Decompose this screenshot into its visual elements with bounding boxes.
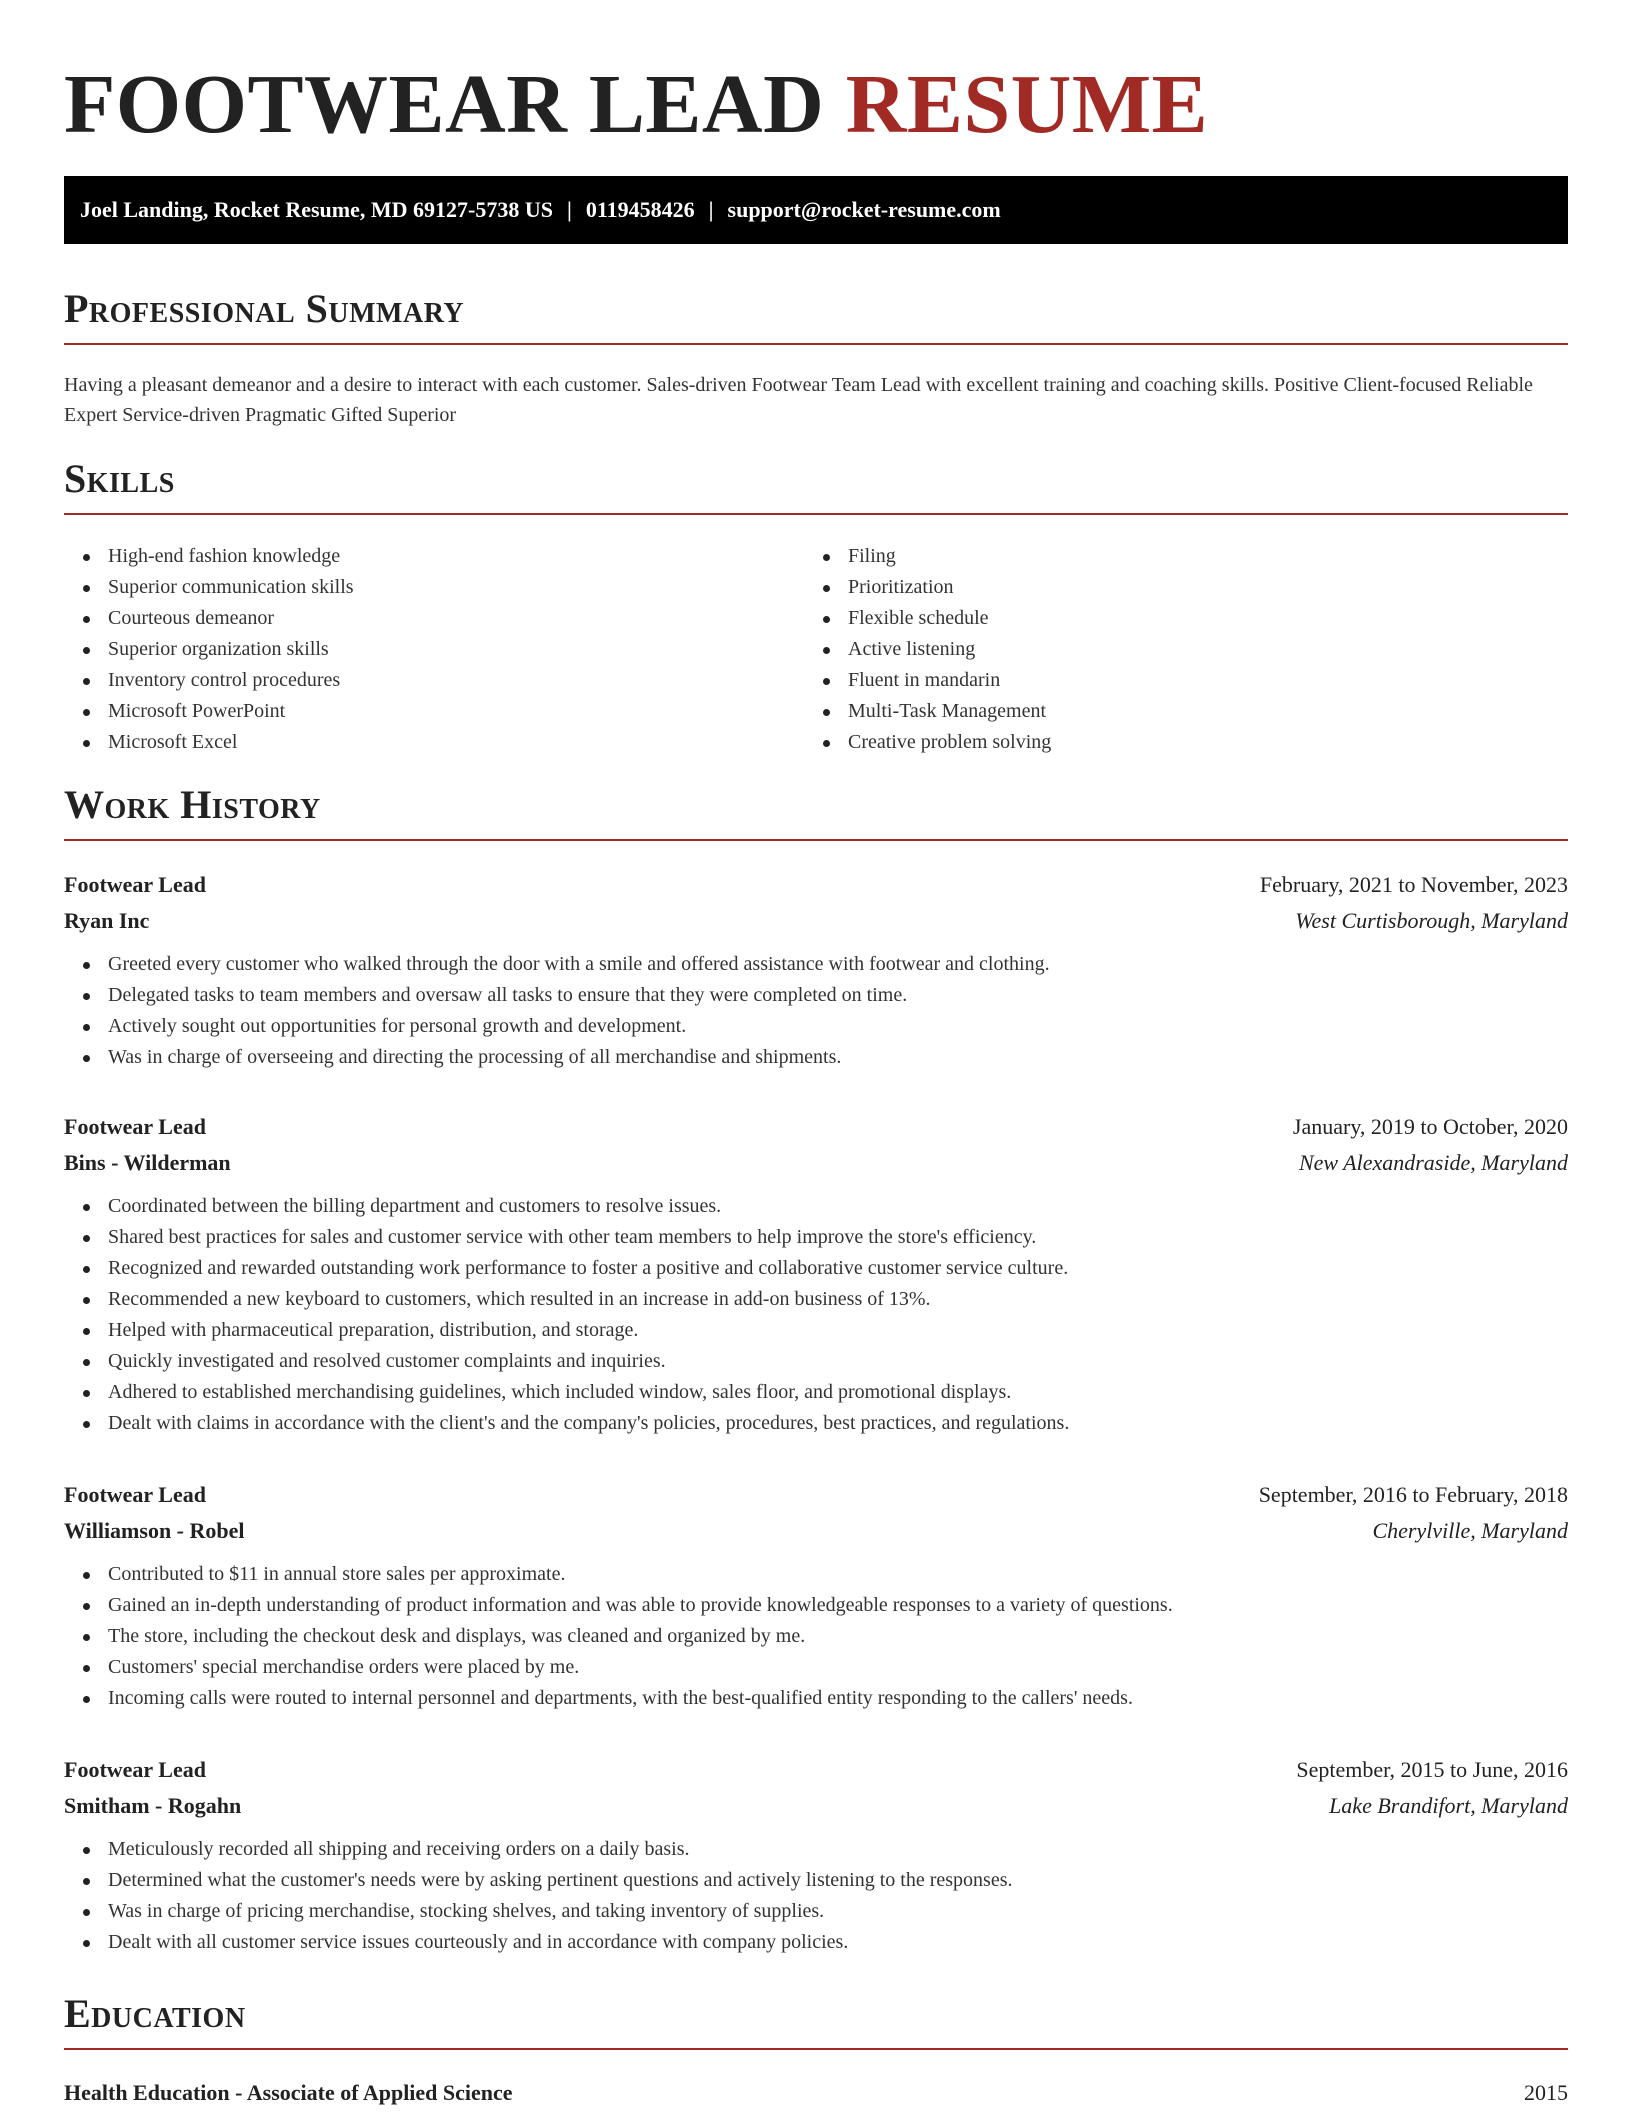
- job-duties: [64, 1834, 1568, 1958]
- list-item: Coordinated between the billing department and customers to resolve issues.: [64, 1191, 1568, 1222]
- skill-item: Multi-Task Management: [804, 696, 1544, 727]
- job-title: Footwear Lead: [64, 1757, 206, 1782]
- skill-item: High-end fashion knowledge: [64, 541, 804, 572]
- list-item: Meticulously recorded all shipping and receiving orders on a daily basis.: [64, 1834, 1568, 1865]
- job-location: West Curtisborough, Maryland: [1295, 908, 1568, 933]
- contact-email: support@rocket-resume.com: [727, 197, 1001, 222]
- contact-bar: [64, 176, 1568, 244]
- skill-item: Superior organization skills: [64, 634, 804, 665]
- list-item: Adhered to established merchandising guidelines, which included window, sales floor, and promotional displays.: [64, 1377, 1568, 1408]
- education-year: 2015: [1524, 2080, 1568, 2105]
- list-item: Was in charge of overseeing and directing the processing of all merchandise and shipments.: [64, 1042, 1568, 1073]
- list-item: Dealt with all customer service issues courteously and in accordance with company policies.: [64, 1927, 1568, 1958]
- skill-item: Microsoft Excel: [64, 727, 804, 758]
- summary-heading: Professional Summary: [64, 285, 1568, 345]
- job-title: Footwear Lead: [64, 872, 206, 897]
- resume-title: [64, 58, 1208, 152]
- job-dates: September, 2016 to February, 2018: [1258, 1482, 1568, 1507]
- job-company: Williamson - Robel: [64, 1518, 245, 1543]
- skills-list: [64, 541, 1568, 758]
- job-company: Smitham - Rogahn: [64, 1793, 242, 1818]
- list-item: Dealt with claims in accordance with the client's and the company's policies, procedures, best practices, and regulations.: [64, 1408, 1568, 1439]
- list-item: Quickly investigated and resolved customer complaints and inquiries.: [64, 1346, 1568, 1377]
- list-item: Recognized and rewarded outstanding work performance to foster a positive and collaborative customer service culture.: [64, 1253, 1568, 1284]
- list-item: Greeted every customer who walked through the door with a smile and offered assistance with footwear and clothing.: [64, 949, 1568, 980]
- job-duties: [64, 1191, 1568, 1439]
- job-location: Cherylville, Maryland: [1372, 1518, 1568, 1543]
- job-entry: [64, 867, 1568, 1073]
- job-company: Bins - Wilderman: [64, 1150, 231, 1175]
- list-item: Determined what the customer's needs were by asking pertinent questions and actively listening to the responses.: [64, 1865, 1568, 1896]
- title-accent: RESUME: [845, 58, 1209, 151]
- job-title: Footwear Lead: [64, 1482, 206, 1507]
- summary-text: Having a pleasant demeanor and a desire to interact with each customer. Sales-driven Footwear Team Lead with excellent training and coaching skills. Positive Client-focused Reliable Expert Service-driven Pragmatic Gifted Superior: [64, 374, 1533, 426]
- skill-item: Courteous demeanor: [64, 603, 804, 634]
- job-dates: January, 2019 to October, 2020: [1292, 1114, 1568, 1139]
- education-entry: [64, 2076, 1568, 2110]
- job-title: Footwear Lead: [64, 1114, 206, 1139]
- contact-address: Joel Landing, Rocket Resume, MD 69127-5738 US: [80, 197, 553, 222]
- title-main: FOOTWEAR LEAD: [64, 58, 825, 151]
- skill-item: Flexible schedule: [804, 603, 1544, 634]
- skills-column-right: [804, 541, 1544, 758]
- job-location: New Alexandraside, Maryland: [1298, 1150, 1568, 1175]
- job-company: Ryan Inc: [64, 908, 150, 933]
- list-item: Actively sought out opportunities for personal growth and development.: [64, 1011, 1568, 1042]
- list-item: Customers' special merchandise orders were placed by me.: [64, 1652, 1568, 1683]
- contact-phone: 0119458426: [585, 197, 695, 222]
- list-item: Helped with pharmaceutical preparation, distribution, and storage.: [64, 1315, 1568, 1346]
- list-item: Gained an in-depth understanding of product information and was able to provide knowledgeable responses to a variety of questions.: [64, 1590, 1568, 1621]
- list-item: Shared best practices for sales and customer service with other team members to help improve the store's efficiency.: [64, 1222, 1568, 1253]
- job-location: Lake Brandifort, Maryland: [1329, 1793, 1568, 1818]
- job-entry: [64, 1109, 1568, 1439]
- list-item: Was in charge of pricing merchandise, stocking shelves, and taking inventory of supplies.: [64, 1896, 1568, 1927]
- skill-item: Fluent in mandarin: [804, 665, 1544, 696]
- job-duties: [64, 949, 1568, 1073]
- skill-item: Prioritization: [804, 572, 1544, 603]
- job-duties: [64, 1559, 1568, 1714]
- education-degree: Health Education - Associate of Applied Science: [64, 2080, 513, 2105]
- education-heading: Education: [64, 1990, 1568, 2050]
- work-history-heading: Work History: [64, 781, 1568, 841]
- list-item: Recommended a new keyboard to customers, which resulted in an increase in add-on business of 13%.: [64, 1284, 1568, 1315]
- skill-item: Creative problem solving: [804, 727, 1544, 758]
- list-item: Contributed to $11 in annual store sales per approximate.: [64, 1559, 1568, 1590]
- skill-item: Filing: [804, 541, 1544, 572]
- skill-item: Active listening: [804, 634, 1544, 665]
- list-item: The store, including the checkout desk and displays, was cleaned and organized by me.: [64, 1621, 1568, 1652]
- skill-item: Inventory control procedures: [64, 665, 804, 696]
- job-entry: [64, 1477, 1568, 1714]
- job-dates: September, 2015 to June, 2016: [1296, 1757, 1568, 1782]
- list-item: Delegated tasks to team members and oversaw all tasks to ensure that they were completed on time.: [64, 980, 1568, 1011]
- skills-heading: Skills: [64, 455, 1568, 515]
- job-dates: February, 2021 to November, 2023: [1259, 872, 1568, 897]
- contact-separator: |: [567, 197, 572, 222]
- list-item: Incoming calls were routed to internal personnel and departments, with the best-qualified entity responding to the callers' needs.: [64, 1683, 1568, 1714]
- skill-item: Microsoft PowerPoint: [64, 696, 804, 727]
- skill-item: Superior communication skills: [64, 572, 804, 603]
- contact-separator: |: [708, 197, 714, 222]
- skills-column-left: [64, 541, 804, 758]
- job-entry: [64, 1752, 1568, 1958]
